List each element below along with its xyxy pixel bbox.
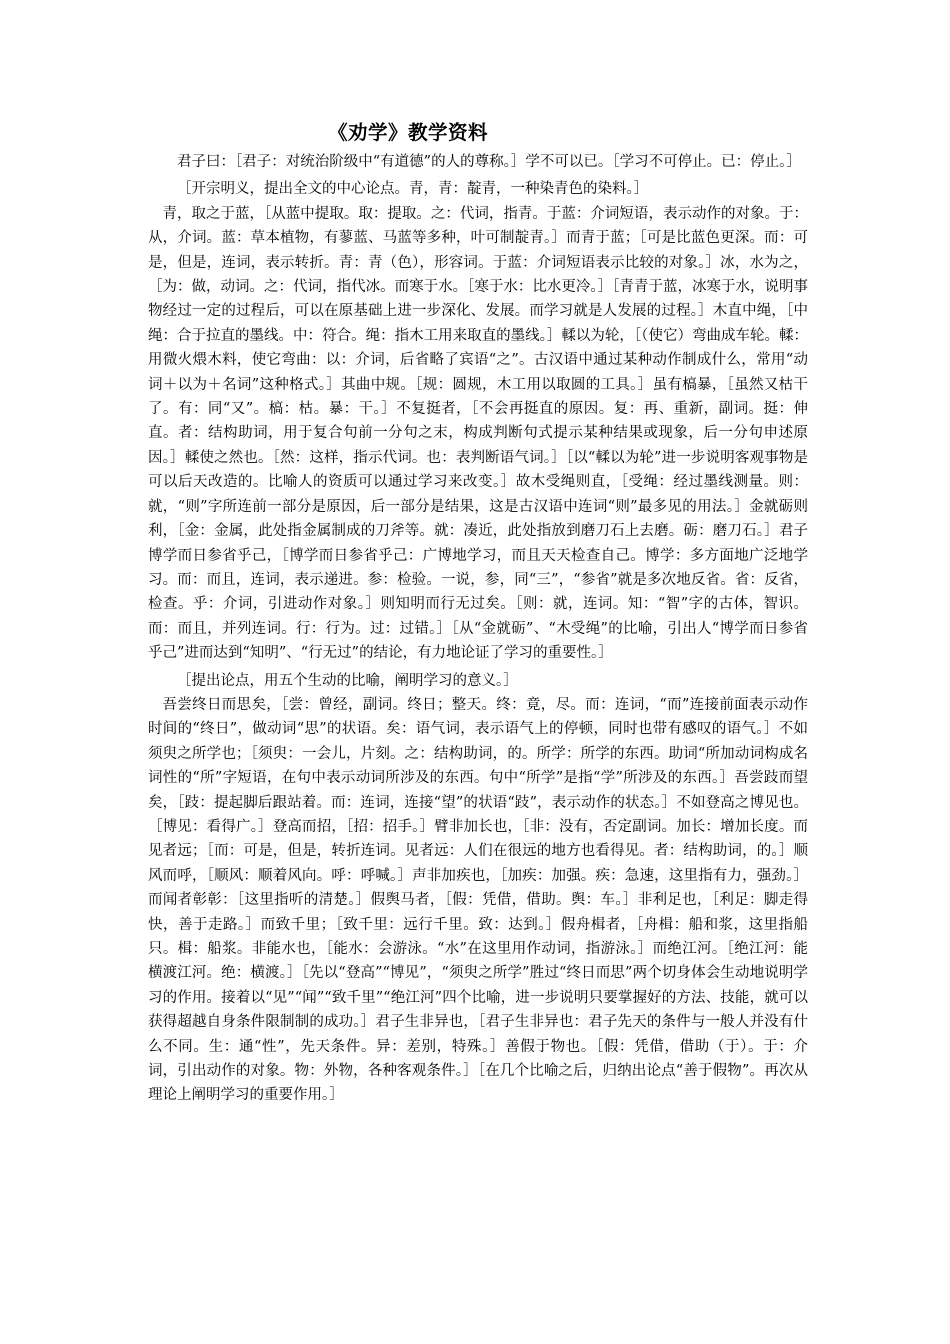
paragraph-3: 青，取之于蓝，［从蓝中提取。取：提取。之：代词，指青。于蓝：介词短语，表示动作的对象。于：从，介词。蓝：草本植物，有蓼蓝、马蓝等多种，叶可制靛青。］而青于蓝；［可是比蓝色更深。而：可是，但是，连词，表示转折。青：青（色），形容词。于蓝：介词短语表示比较的对象。］冰，水为之，［为：做，动词。之：代词，指代冰。而寒于水。［寒于水：比水更冷。］［青青于蓝，冰寒于水，说明事物经过一定的过程后，可以在原基础上进一步深化、发展。而学习就是人发展的过程。］木直中绳，［中绳：合于拉直的墨线。中：符合。绳：指木工用来取直的墨线。］輮以为轮，［（使它）弯曲成车轮。輮：用微火煨木料，使它弯曲：以：介词，后省略了宾语“之”。古汉语中通过某种动作制成什么，常用“动词＋以为＋名词”这种格式。］其曲中规。［规：圆规，木工用以取圆的工具。］虽有槁暴，［虽然又枯干了。有：同“又”。槁：枯。暴：干。］不复挺者，［不会再挺直的原因。复：再、重新，副词。挺：伸直。者：结构助词，用于复合句前一分句之末，构成判断句式提示某种结果或现象，后一分句申述原因。］輮使之然也。［然：这样，指示代词。也：表判断语气词。］［以“輮以为轮”进一步说明客观事物是可以后天改造的。比喻人的资质可以通过学习来改变。］故木受绳则直，［受绳：经过墨线测量。则：就，“则”字所连前一部分是原因，后一部分是结果，这是古汉语中连词“则”最多见的用法。］金就砺则利，［金：金属，此处指金属制成的刀斧等。就：凑近，此处指放到磨刀石上去磨。砺：磨刀石。］君子博学而日参省乎己，［博学而日参省乎己：广博地学习，而且天天检查自己。博学：多方面地广泛地学习。而：而且，连词，表示递进。参：检验。一说，参，同“三”，“参省”就是多次地反省。省：反省，检查。乎：介词，引进动作对象。］则知明而行无过矣。［则：就，连词。知：“智”字的古体，智识。而：而且，并列连词。行：行为。过：过错。］［从“金就砺”、“木受绳”的比喻，引出人“博学而日参省乎己”进而达到“知明”、“行无过”的结论，有力地论证了学习的重要性。］	[148, 205, 808, 662]
paragraph-5: 吾尝终日而思矣，［尝：曾经，副词。终日；整天。终：竟，尽。而：连词，“而”连接前面表示动作时间的“终日”，做动词“思”的状语。矣：语气词，表示语气上的停顿，同时也带有感叹的语气。］不如须臾之所学也；［须臾：一会儿，片刻。之：结构助词，的。所学：所学的东西。助词“所加动词构成名词性的“所”字短语，在句中表示动词所涉及的东西。句中“所学”是指“学”所涉及的东西。］吾尝跂而望矣，［跂：提起脚后跟站着。而：连词，连接“望”的状语“跂”，表示动作的状态。］不如登高之博见也。［博见：看得广。］登高而招，［招：招手。］臂非加长也，［非：没有，否定副词。加长：增加长度。而见者远；［而：可是，但是，转折连词。见者远：人们在很远的地方也看得见。者：结构助词，的。］顺风而呼，［顺风：顺着风向。呼：呼喊。］声非加疾也，［加疾：加强。疾：急速，这里指有力，强劲。］而闻者彰彰：［这里指听的清楚。］假舆马者，［假：凭借，借助。舆：车。］非利足也，［利足：脚走得快，善于走路。］而致千里；［致千里：远行千里。致：达到。］假舟楫者，［舟楫：船和浆，这里指船只。楫：船浆。非能水也，［能水：会游泳。“水”在这里用作动词，指游泳。］而绝江河。［绝江河：能横渡江河。绝：横渡。］［先以“登高”“博见”，“须臾之所学”胜过“终日而思”两个切身体会生动地说明学习的作用。接着以“见”“闻”“致千里”“绝江河”四个比喻，进一步说明只要掌握好的方法、技能，就可以获得超越自身条件限制制的成功。］君子生非异也，［君子生非异也：君子先天的条件与一般人并没有什么不同。生：通“性”，先天条件。异：差别，特殊。］善假于物也。［假：凭借，借助（于）。于：介词，引出动作的对象。物：外物，各种客观条件。］［在几个比喻之后，归纳出论点“善于假物”。再次从理论上阐明学习的重要作用。］	[148, 696, 808, 1104]
paragraph-2: ［开宗明义，提出全文的中心论点。青，青：靛青，一种染青色的染料。］	[177, 181, 649, 198]
paragraph-1: 君子曰：［君子：对统治阶级中“有道德”的人的尊称。］学不可以已。［学习不可停止。已：停止。］	[177, 154, 801, 170]
document-title: 《劝学》教学资料	[328, 121, 489, 144]
document-body	[148, 118, 808, 1108]
paragraph-4: ［提出论点，用五个生动的比喻，阐明学习的意义。］	[177, 672, 518, 689]
